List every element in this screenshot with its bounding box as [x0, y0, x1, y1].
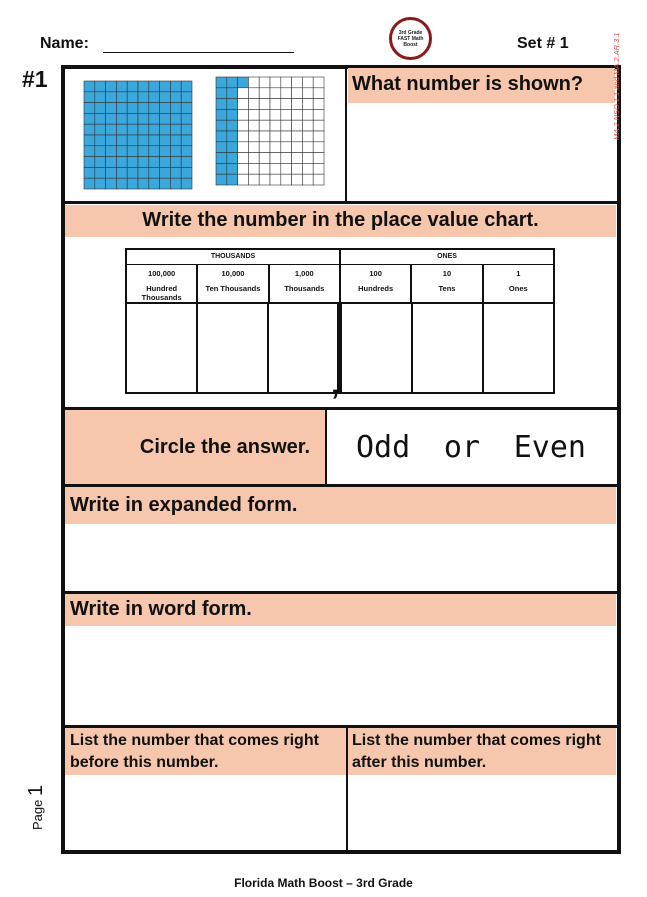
- col-label: Ones: [508, 284, 528, 293]
- block-cell: [127, 92, 138, 103]
- after-number-prompt: List the number that comes right after this number.: [352, 732, 601, 771]
- block-cell: [302, 131, 313, 142]
- col-ones: [484, 265, 553, 302]
- block-cell: [95, 178, 106, 189]
- block-cell: [138, 146, 149, 157]
- block-cell: [238, 77, 249, 88]
- block-cell: [95, 103, 106, 114]
- block-cell: [160, 113, 171, 124]
- block-cell: [281, 131, 292, 142]
- section4-title: Write in expanded form.: [70, 494, 298, 516]
- col-label: Tens: [438, 284, 456, 293]
- col-label: Ten Thousands: [205, 284, 261, 293]
- col-value: 1: [516, 269, 521, 278]
- block-cell: [106, 157, 117, 168]
- block-cell: [170, 103, 181, 114]
- block-cell: [149, 178, 160, 189]
- col-hundred-thousands: [127, 265, 198, 302]
- block-cell: [302, 109, 313, 120]
- block-cell: [281, 163, 292, 174]
- block-cell: [127, 81, 138, 92]
- block-cell: [84, 124, 95, 135]
- block-cell: [248, 174, 259, 185]
- place-value-comma: ,: [331, 368, 340, 401]
- block-cell: [138, 81, 149, 92]
- section1-answer-area[interactable]: [348, 104, 615, 201]
- block-cell: [116, 103, 127, 114]
- base-ten-blocks-svg: [66, 68, 345, 202]
- block-cell: [149, 81, 160, 92]
- block-cell: [160, 124, 171, 135]
- block-cell: [170, 113, 181, 124]
- block-cell: [292, 77, 303, 88]
- block-cell: [181, 113, 192, 124]
- page-number: [25, 785, 48, 830]
- before-number-prompt: List the number that comes right before this number.: [70, 732, 319, 771]
- standards-label: MA.2.NSO.1.1 and MA.2.AR.3.1: [612, 32, 621, 140]
- after-number-answer-area[interactable]: [348, 776, 616, 850]
- block-cell: [238, 163, 249, 174]
- block-cell: [160, 135, 171, 146]
- block-cell: [259, 88, 270, 99]
- block-cell: [281, 153, 292, 164]
- block-cell: [216, 77, 227, 88]
- block-cell: [181, 157, 192, 168]
- problem-number: #1: [22, 66, 48, 92]
- block-cell: [138, 113, 149, 124]
- block-cell: [270, 88, 281, 99]
- block-cell: [116, 135, 127, 146]
- name-label: Name:: [40, 35, 89, 52]
- section3-title: Circle the answer.: [139, 436, 310, 458]
- block-cell: [248, 163, 259, 174]
- divider: [63, 201, 618, 204]
- block-cell: [149, 167, 160, 178]
- block-cell: [227, 174, 238, 185]
- col-thousands: [270, 265, 341, 302]
- block-cell: [270, 131, 281, 142]
- block-cell: [248, 153, 259, 164]
- block-cell: [227, 109, 238, 120]
- logo-line1: 3rd Grade: [398, 29, 423, 36]
- block-cell: [292, 109, 303, 120]
- block-cell: [227, 88, 238, 99]
- block-cell: [248, 109, 259, 120]
- block-cell: [259, 99, 270, 110]
- block-cell: [238, 88, 249, 99]
- block-cell: [160, 157, 171, 168]
- block-cell: [292, 99, 303, 110]
- block-cell: [227, 163, 238, 174]
- block-cell: [281, 109, 292, 120]
- block-cell: [160, 167, 171, 178]
- block-cell: [127, 135, 138, 146]
- block-cell: [248, 88, 259, 99]
- block-cell: [138, 178, 149, 189]
- block-cell: [216, 174, 227, 185]
- block-cell: [84, 146, 95, 157]
- block-cell: [149, 135, 160, 146]
- block-cell: [270, 153, 281, 164]
- block-cell: [281, 120, 292, 131]
- block-cell: [227, 120, 238, 131]
- block-cell: [95, 113, 106, 124]
- block-cell: [227, 77, 238, 88]
- block-cell: [292, 120, 303, 131]
- block-cell: [84, 81, 95, 92]
- block-cell: [84, 135, 95, 146]
- block-cell: [84, 167, 95, 178]
- block-cell: [259, 120, 270, 131]
- block-cell: [270, 77, 281, 88]
- block-cell: [259, 77, 270, 88]
- block-cell: [138, 135, 149, 146]
- answer-cell-hundred-thousands[interactable]: [127, 304, 198, 392]
- block-cell: [270, 163, 281, 174]
- block-cell: [116, 124, 127, 135]
- block-cell: [116, 157, 127, 168]
- block-cell: [313, 120, 324, 131]
- col-value: 10: [442, 269, 452, 278]
- block-cell: [302, 77, 313, 88]
- block-cell: [313, 77, 324, 88]
- section1-title: What number is shown?: [352, 73, 584, 95]
- col-ten-thousands: [198, 265, 269, 302]
- block-cell: [259, 163, 270, 174]
- block-cell: [160, 103, 171, 114]
- block-cell: [238, 174, 249, 185]
- answer-cell-hundreds[interactable]: [342, 304, 413, 392]
- block-cell: [313, 88, 324, 99]
- block-cell: [138, 124, 149, 135]
- block-cell: [181, 178, 192, 189]
- block-cell: [259, 153, 270, 164]
- block-cell: [170, 167, 181, 178]
- col-hundreds: [341, 265, 412, 302]
- block-cell: [238, 99, 249, 110]
- block-cell: [216, 88, 227, 99]
- block-cell: [170, 124, 181, 135]
- section2-title: Write the number in the place value chart.: [142, 209, 539, 231]
- answer-cell-tens[interactable]: [413, 304, 484, 392]
- block-cell: [313, 131, 324, 142]
- block-cell: [270, 142, 281, 153]
- block-cell: [248, 142, 259, 153]
- block-cell: [181, 81, 192, 92]
- block-cell: [170, 92, 181, 103]
- block-cell: [106, 113, 117, 124]
- block-cell: [127, 103, 138, 114]
- page-label-text: Page: [30, 799, 45, 830]
- set-label: Set # 1: [517, 35, 569, 52]
- block-cell: [181, 103, 192, 114]
- block-cell: [116, 113, 127, 124]
- block-cell: [127, 157, 138, 168]
- block-cell: [302, 163, 313, 174]
- block-cell: [149, 113, 160, 124]
- block-cell: [238, 142, 249, 153]
- block-cell: [302, 88, 313, 99]
- expanded-form-answer-area[interactable]: [65, 525, 616, 591]
- group-thousands: THOUSANDS: [127, 250, 341, 264]
- block-cell: [127, 146, 138, 157]
- block-cell: [116, 178, 127, 189]
- block-cell: [138, 92, 149, 103]
- col-label: Hundred Thousands: [141, 284, 182, 302]
- block-cell: [106, 146, 117, 157]
- block-cell: [216, 131, 227, 142]
- logo: [389, 17, 432, 60]
- col-value: 10,000: [221, 269, 245, 278]
- block-cell: [95, 124, 106, 135]
- option-or: or: [443, 430, 481, 465]
- block-cell: [302, 174, 313, 185]
- place-value-chart: [125, 248, 555, 394]
- block-cell: [95, 146, 106, 157]
- block-cell: [248, 131, 259, 142]
- block-cell: [216, 163, 227, 174]
- block-cell: [95, 81, 106, 92]
- block-cell: [149, 157, 160, 168]
- block-cell: [238, 120, 249, 131]
- block-cell: [248, 99, 259, 110]
- group-ones: ONES: [437, 253, 457, 260]
- option-even[interactable]: Even: [513, 430, 586, 465]
- block-cell: [84, 113, 95, 124]
- block-cell: [313, 142, 324, 153]
- block-cell: [95, 167, 106, 178]
- logo-line2: FAST Math: [397, 35, 424, 42]
- block-cell: [313, 109, 324, 120]
- block-cell: [216, 109, 227, 120]
- block-cell: [106, 167, 117, 178]
- block-cell: [227, 153, 238, 164]
- block-cell: [138, 167, 149, 178]
- section3-divider: [325, 410, 327, 484]
- block-cell: [259, 131, 270, 142]
- block-cell: [292, 88, 303, 99]
- block-cell: [181, 124, 192, 135]
- block-cell: [238, 153, 249, 164]
- block-cell: [84, 103, 95, 114]
- block-cell: [292, 163, 303, 174]
- name-line[interactable]: [103, 52, 294, 53]
- block-cell: [313, 99, 324, 110]
- block-cell: [160, 81, 171, 92]
- block-cell: [106, 135, 117, 146]
- footer: Florida Math Boost – 3rd Grade: [234, 876, 413, 890]
- block-cell: [292, 131, 303, 142]
- block-cell: [149, 124, 160, 135]
- block-cell: [106, 178, 117, 189]
- block-cell: [259, 142, 270, 153]
- block-cell: [302, 142, 313, 153]
- block-cell: [238, 131, 249, 142]
- block-cell: [84, 92, 95, 103]
- block-cell: [181, 167, 192, 178]
- block-cell: [84, 178, 95, 189]
- block-cell: [127, 178, 138, 189]
- block-cell: [170, 157, 181, 168]
- block-cell: [127, 167, 138, 178]
- block-cell: [259, 109, 270, 120]
- block-cell: [292, 174, 303, 185]
- block-cell: [216, 142, 227, 153]
- block-cell: [170, 178, 181, 189]
- logo-line3: Boost: [403, 41, 418, 48]
- base-ten-blocks: [66, 68, 345, 202]
- block-cell: [181, 92, 192, 103]
- block-cell: [116, 81, 127, 92]
- col-value: 1,000: [294, 269, 314, 278]
- before-number-answer-area[interactable]: [65, 776, 345, 850]
- block-cell: [106, 92, 117, 103]
- block-cell: [127, 113, 138, 124]
- block-cell: [106, 81, 117, 92]
- block-cell: [149, 103, 160, 114]
- block-cell: [116, 146, 127, 157]
- section5-title: Write in word form.: [70, 598, 252, 620]
- block-cell: [259, 174, 270, 185]
- col-value: 100: [369, 269, 382, 278]
- place-value-group-row: [127, 250, 553, 265]
- block-cell: [302, 120, 313, 131]
- block-cell: [170, 135, 181, 146]
- block-cell: [138, 157, 149, 168]
- block-cell: [227, 131, 238, 142]
- block-cell: [160, 146, 171, 157]
- block-cell: [292, 153, 303, 164]
- block-cell: [127, 124, 138, 135]
- col-tens: [412, 265, 483, 302]
- hundred-flat: [84, 81, 192, 189]
- block-cell: [160, 178, 171, 189]
- block-cell: [238, 109, 249, 120]
- odd-even-choices: [328, 430, 616, 465]
- block-cell: [248, 77, 259, 88]
- block-cell: [181, 146, 192, 157]
- partial-hundred-grid: [216, 77, 324, 185]
- block-cell: [227, 99, 238, 110]
- block-cell: [84, 157, 95, 168]
- block-cell: [270, 174, 281, 185]
- block-cell: [313, 163, 324, 174]
- block-cell: [106, 124, 117, 135]
- place-value-answer-row: [127, 304, 553, 392]
- page-number-value: 1: [25, 784, 47, 796]
- block-cell: [227, 142, 238, 153]
- block-cell: [302, 99, 313, 110]
- block-cell: [216, 99, 227, 110]
- block-cell: [138, 103, 149, 114]
- col-value: 100,000: [148, 269, 176, 278]
- block-cell: [248, 120, 259, 131]
- block-cell: [106, 103, 117, 114]
- block-cell: [170, 81, 181, 92]
- block-cell: [149, 92, 160, 103]
- block-cell: [281, 174, 292, 185]
- block-cell: [160, 92, 171, 103]
- block-cell: [216, 153, 227, 164]
- block-cell: [281, 99, 292, 110]
- block-cell: [281, 88, 292, 99]
- block-cell: [170, 146, 181, 157]
- block-cell: [116, 167, 127, 178]
- block-cell: [95, 92, 106, 103]
- option-odd[interactable]: Odd: [356, 430, 411, 465]
- block-cell: [216, 120, 227, 131]
- block-cell: [302, 153, 313, 164]
- block-cell: [313, 153, 324, 164]
- block-cell: [95, 157, 106, 168]
- answer-cell-ten-thousands[interactable]: [198, 304, 269, 392]
- block-cell: [270, 99, 281, 110]
- col-label: Thousands: [284, 284, 325, 293]
- place-value-header-row: [127, 265, 553, 304]
- section1-divider: [345, 68, 347, 202]
- block-cell: [281, 77, 292, 88]
- block-cell: [95, 135, 106, 146]
- word-form-answer-area[interactable]: [65, 627, 616, 724]
- block-cell: [149, 146, 160, 157]
- block-cell: [313, 174, 324, 185]
- block-cell: [270, 109, 281, 120]
- block-cell: [292, 142, 303, 153]
- block-cell: [270, 120, 281, 131]
- col-label: Hundreds: [358, 284, 394, 293]
- block-cell: [281, 142, 292, 153]
- block-cell: [116, 92, 127, 103]
- answer-cell-ones[interactable]: [484, 304, 553, 392]
- block-cell: [181, 135, 192, 146]
